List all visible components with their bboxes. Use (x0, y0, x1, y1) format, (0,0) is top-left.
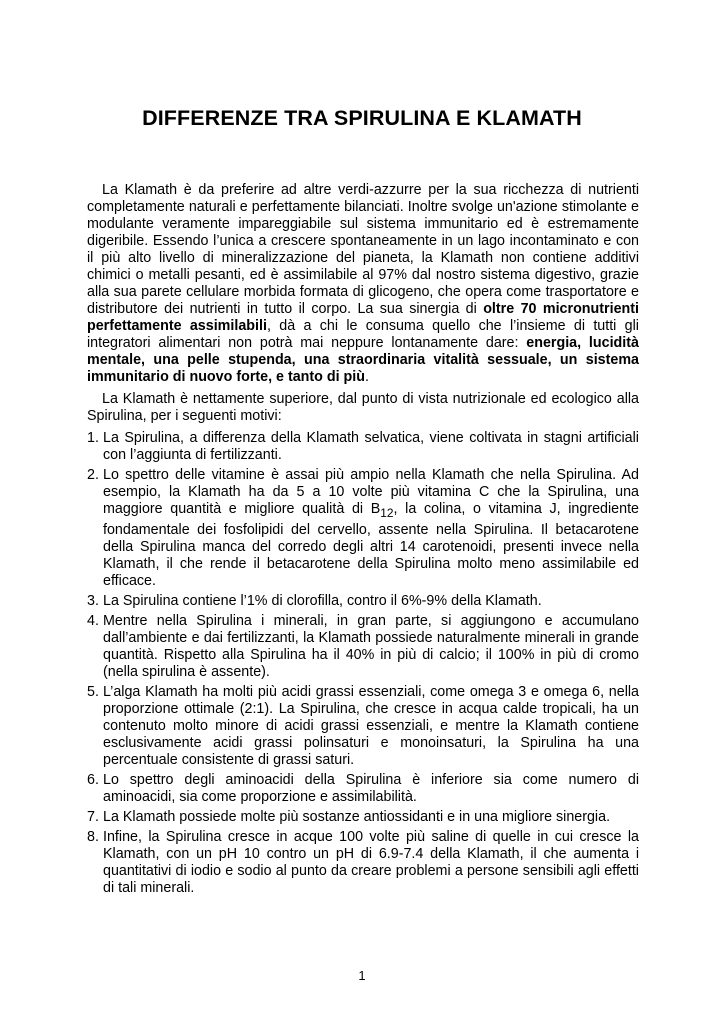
list-item-text: La Spirulina, a differenza della Klamath selvatica, viene coltivata in stagni artificiali con l’aggiunta di fertilizzanti. (103, 430, 639, 463)
list-item (87, 829, 639, 897)
document-body (87, 182, 639, 900)
list-item-text: La Spirulina contiene l’1% di clorofilla, contro il 6%-9% della Klamath. (103, 592, 542, 609)
comparison-paragraph: La Klamath è nettamente superiore, dal punto di vista nutrizionale ed ecologico alla Spirulina, per i seguenti motivi: (87, 391, 639, 424)
list-item-number: 8. (87, 828, 99, 845)
list-item-number: 7. (87, 808, 99, 825)
list-item-number: 5. (87, 683, 99, 700)
list-item (87, 430, 639, 464)
list-item-text: L’alga Klamath ha molti più acidi grassi essenziali, come omega 3 e omega 6, nella proporzione ottimale (2:1). La Spirulina, che cresce in acqua calde tropicali, ha un contenuto molto minore di acidi grassi essenziali, e mentre la Klamath contiene esclusivamente acidi grassi polinsaturi e monoinsaturi, la Spirulina ha una percentuale consistente di grassi saturi. (103, 683, 639, 768)
list-item-number: 6. (87, 771, 99, 788)
list-item-text (103, 467, 639, 590)
list-item-text-post: , la colina, o vitamina J, ingrediente fondamentale dei fosfolipidi del cervello, assente nella Spirulina. Il betacarotene della Spirulina manca del corredo degli altri 14 carotenoidi, presenti invece nella Klamath, il che rende il betacarotene della Spirulina molto meno assimilabile ed efficace. (103, 501, 639, 589)
vitamin-b12-subscript: 12 (380, 505, 394, 520)
intro-paragraph (87, 182, 639, 386)
list-item-text: Infine, la Spirulina cresce in acque 100 volte più saline di quelle in cui cresce la Klamath, con un pH 10 contro un pH di 6.9-7.4 della Klamath, il che aumenta i quantitativi di iodio e sodio al punto da creare problemi a persone sensibili agli effetti di tali minerali. (103, 828, 639, 896)
document-title: DIFFERENZE TRA SPIRULINA E KLAMATH (142, 106, 582, 130)
page-number: 1 (358, 968, 366, 983)
list-item (87, 772, 639, 806)
list-item (87, 613, 639, 681)
list-item-number: 2. (87, 467, 99, 483)
list-item-number: 3. (87, 592, 99, 609)
list-item (87, 684, 639, 769)
list-item-text: La Klamath possiede molte più sostanze antiossidanti e in una migliore sinergia. (103, 808, 611, 825)
list-item (87, 809, 639, 826)
list-item-text: Lo spettro degli aminoacidi della Spirulina è inferiore sia come numero di aminoacidi, sia come proporzione e assimilabilità. (103, 771, 639, 805)
list-item-text: Mentre nella Spirulina i minerali, in gran parte, si aggiungono e accumulano dall’ambiente e dai fertilizzanti, la Klamath possiede naturalmente minerali in grande quantità. Rispetto alla Spirulina ha il 40% in più di calcio; il 100% in più di cromo (nella spirulina è assente). (103, 612, 639, 680)
intro-text-part-1: La Klamath è da preferire ad altre verdi-azzurre per la sua ricchezza di nutrienti completamente naturali e perfettamente bilanciati. Inoltre svolge un'azione stimolante e modulante veramente impareggiabile sul sistema immunitario ed è estremamente digeribile. Essendo l’unica a crescere spontaneamente in un lago incontaminato e con il più alto livello di mineralizzazione del pianeta, la Klamath non contiene additivi chimici o metalli pesanti, ed è assimilabile al 97% dal nostro sistema digestivo, grazie alla sua parete cellulare morbida formata di glicogeno, che opera come trasportatore e distributore dei nutrienti in tutto il corpo. La sua sinergia di (87, 182, 639, 317)
intro-text-end: . (365, 369, 369, 385)
list-item-number: 1. (87, 430, 99, 446)
list-item-number: 4. (87, 612, 99, 629)
reasons-list (87, 430, 639, 897)
list-item-text-pre: Lo spettro delle vitamine è assai più ampio nella Klamath che nella Spirulina. Ad esempio, la Klamath ha da 5 a 10 volte più vitamina C che la Spirulina, una maggiore quantità e migliore qualità di B (103, 467, 639, 517)
intro-text-part-2: , dà a chi le consuma quello che l’insieme di tutti gli integratori alimentari non potrà mai neppure lontanamente dare: (87, 318, 639, 351)
list-item (87, 593, 639, 610)
intro-bold-micronutrients: oltre 70 micronutrienti perfettamente assimilabili (87, 301, 639, 334)
intro-bold-benefits: energia, lucidità mentale, una pelle stupenda, una straordinaria vitalità sessuale, un sistema immunitario di nuovo forte, e tanto di più (87, 335, 639, 385)
list-item (87, 467, 639, 590)
